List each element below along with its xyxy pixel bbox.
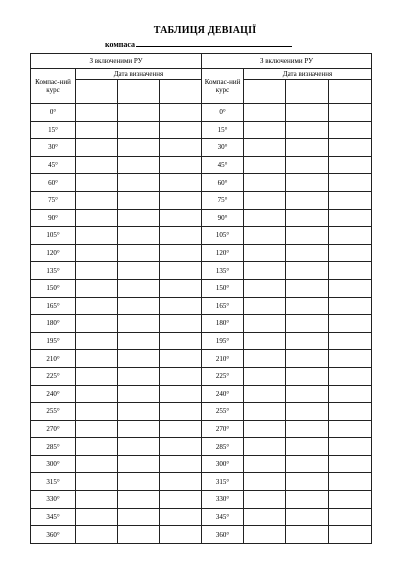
table-row <box>31 473 372 491</box>
deviation-cell[interactable] <box>329 491 372 509</box>
deviation-cell[interactable] <box>286 121 329 139</box>
left-date-cell-2[interactable] <box>118 80 160 104</box>
deviation-cell[interactable] <box>286 403 329 421</box>
table-row <box>31 297 372 315</box>
table-row <box>31 279 372 297</box>
deviation-cell[interactable] <box>286 174 329 192</box>
deviation-cell[interactable] <box>244 227 286 245</box>
deviation-cell[interactable] <box>244 139 286 157</box>
deviation-cell[interactable] <box>329 508 372 526</box>
table-row <box>31 455 372 473</box>
deviation-cell[interactable] <box>160 121 202 139</box>
deviation-cell[interactable] <box>244 191 286 209</box>
deviation-cell[interactable] <box>329 279 372 297</box>
deviation-cell[interactable] <box>118 156 160 174</box>
deviation-cell[interactable] <box>76 367 118 385</box>
deviation-cell[interactable] <box>118 121 160 139</box>
deviation-cell[interactable] <box>118 455 160 473</box>
deviation-cell[interactable] <box>286 104 329 122</box>
right-course-cell: 180° <box>202 315 244 333</box>
table-row <box>31 139 372 157</box>
deviation-cell[interactable] <box>160 139 202 157</box>
right-group-header: З включеними РУ <box>202 54 372 69</box>
deviation-cell[interactable] <box>118 403 160 421</box>
deviation-cell[interactable] <box>244 455 286 473</box>
deviation-cell[interactable] <box>118 174 160 192</box>
deviation-cell[interactable] <box>244 262 286 280</box>
deviation-cell[interactable] <box>160 209 202 227</box>
deviation-cell[interactable] <box>160 156 202 174</box>
deviation-cell[interactable] <box>244 244 286 262</box>
right-course-cell: 240° <box>202 385 244 403</box>
table-row <box>31 385 372 403</box>
deviation-cell[interactable] <box>76 139 118 157</box>
right-course-cell: 45° <box>202 156 244 174</box>
left-course-cell: 195° <box>31 332 76 350</box>
deviation-cell[interactable] <box>286 315 329 333</box>
deviation-cell[interactable] <box>160 350 202 368</box>
deviation-cell[interactable] <box>286 244 329 262</box>
table-row <box>31 526 372 544</box>
table-row <box>31 403 372 421</box>
deviation-cell[interactable] <box>244 385 286 403</box>
table-row <box>31 121 372 139</box>
deviation-cell[interactable] <box>244 315 286 333</box>
deviation-cell[interactable] <box>76 244 118 262</box>
deviation-cell[interactable] <box>160 473 202 491</box>
deviation-cell[interactable] <box>76 403 118 421</box>
deviation-cell[interactable] <box>329 262 372 280</box>
left-course-cell: 135° <box>31 262 76 280</box>
right-course-cell: 0° <box>202 104 244 122</box>
deviation-cell[interactable] <box>76 526 118 544</box>
deviation-cell[interactable] <box>286 508 329 526</box>
deviation-cell[interactable] <box>76 508 118 526</box>
deviation-cell[interactable] <box>244 121 286 139</box>
compass-label-text: компаса <box>105 40 136 49</box>
deviation-cell[interactable] <box>160 104 202 122</box>
left-course-cell: 300° <box>31 455 76 473</box>
deviation-cell[interactable] <box>76 350 118 368</box>
deviation-cell[interactable] <box>160 367 202 385</box>
deviation-cell[interactable] <box>244 491 286 509</box>
deviation-cell[interactable] <box>76 104 118 122</box>
deviation-cell[interactable] <box>329 139 372 157</box>
table-row <box>31 367 372 385</box>
deviation-cell[interactable] <box>329 315 372 333</box>
right-course-cell: 90° <box>202 209 244 227</box>
compass-name-blank[interactable] <box>136 39 292 47</box>
table-row <box>31 174 372 192</box>
right-course-cell: 285° <box>202 438 244 456</box>
deviation-cell[interactable] <box>160 438 202 456</box>
deviation-cell[interactable] <box>329 297 372 315</box>
right-course-cell: 330° <box>202 491 244 509</box>
left-course-cell: 270° <box>31 420 76 438</box>
deviation-cell[interactable] <box>76 191 118 209</box>
right-date-cell-3[interactable] <box>329 80 372 104</box>
right-course-cell: 360° <box>202 526 244 544</box>
deviation-cell[interactable] <box>160 508 202 526</box>
right-course-cell: 255° <box>202 403 244 421</box>
deviation-cell[interactable] <box>329 526 372 544</box>
deviation-cell[interactable] <box>286 262 329 280</box>
deviation-cell[interactable] <box>76 262 118 280</box>
right-course-cell: 165° <box>202 297 244 315</box>
right-course-cell: 300° <box>202 455 244 473</box>
table-row <box>31 262 372 280</box>
left-course-cell: 225° <box>31 367 76 385</box>
deviation-cell[interactable] <box>118 227 160 245</box>
deviation-cell[interactable] <box>329 420 372 438</box>
deviation-cell[interactable] <box>118 279 160 297</box>
deviation-cell[interactable] <box>118 438 160 456</box>
deviation-cell[interactable] <box>244 279 286 297</box>
deviation-cell[interactable] <box>244 350 286 368</box>
right-course-cell: 120° <box>202 244 244 262</box>
right-course-cell: 210° <box>202 350 244 368</box>
deviation-cell[interactable] <box>286 209 329 227</box>
right-date-cell-2[interactable] <box>286 80 329 104</box>
deviation-cell[interactable] <box>244 104 286 122</box>
left-course-cell: 345° <box>31 508 76 526</box>
deviation-cell[interactable] <box>76 420 118 438</box>
deviation-cell[interactable] <box>118 350 160 368</box>
deviation-cell[interactable] <box>76 297 118 315</box>
right-course-cell: 15° <box>202 121 244 139</box>
deviation-cell[interactable] <box>76 209 118 227</box>
table-row <box>31 332 372 350</box>
deviation-cell[interactable] <box>286 473 329 491</box>
deviation-cell[interactable] <box>329 244 372 262</box>
deviation-cell[interactable] <box>329 121 372 139</box>
table-row <box>31 350 372 368</box>
table-row <box>31 227 372 245</box>
deviation-cell[interactable] <box>118 315 160 333</box>
deviation-cell[interactable] <box>329 191 372 209</box>
deviation-cell[interactable] <box>286 191 329 209</box>
deviation-cell[interactable] <box>329 332 372 350</box>
left-course-cell: 120° <box>31 244 76 262</box>
deviation-cell[interactable] <box>76 385 118 403</box>
deviation-cell[interactable] <box>118 367 160 385</box>
deviation-cell[interactable] <box>76 279 118 297</box>
deviation-cell[interactable] <box>118 262 160 280</box>
deviation-cell[interactable] <box>286 420 329 438</box>
deviation-cell[interactable] <box>244 403 286 421</box>
left-date-cell-3[interactable] <box>160 80 202 104</box>
deviation-cell[interactable] <box>329 227 372 245</box>
deviation-cell[interactable] <box>329 438 372 456</box>
deviation-cell[interactable] <box>329 209 372 227</box>
left-course-cell: 255° <box>31 403 76 421</box>
left-course-cell: 90° <box>31 209 76 227</box>
deviation-cell[interactable] <box>118 297 160 315</box>
right-course-cell: 225° <box>202 367 244 385</box>
deviation-cell[interactable] <box>329 350 372 368</box>
deviation-cell[interactable] <box>160 174 202 192</box>
deviation-cell[interactable] <box>118 139 160 157</box>
deviation-table <box>30 53 372 544</box>
left-group-header: З включеними РУ <box>31 54 202 69</box>
deviation-cell[interactable] <box>244 332 286 350</box>
deviation-cell[interactable] <box>244 174 286 192</box>
deviation-cell[interactable] <box>160 315 202 333</box>
deviation-cell[interactable] <box>160 385 202 403</box>
deviation-cell[interactable] <box>329 455 372 473</box>
right-course-cell: 135° <box>202 262 244 280</box>
deviation-cell[interactable] <box>160 403 202 421</box>
table-row <box>31 491 372 509</box>
left-course-cell: 240° <box>31 385 76 403</box>
deviation-cell[interactable] <box>286 350 329 368</box>
right-course-cell: 30° <box>202 139 244 157</box>
deviation-cell[interactable] <box>160 526 202 544</box>
deviation-cell[interactable] <box>160 244 202 262</box>
deviation-cell[interactable] <box>76 455 118 473</box>
left-course-cell: 285° <box>31 438 76 456</box>
deviation-cell[interactable] <box>286 156 329 174</box>
deviation-cell[interactable] <box>286 279 329 297</box>
deviation-cell[interactable] <box>286 385 329 403</box>
deviation-cell[interactable] <box>118 104 160 122</box>
left-course-cell: 315° <box>31 473 76 491</box>
left-date-cell-1[interactable] <box>76 80 118 104</box>
left-course-cell: 0° <box>31 104 76 122</box>
deviation-cell[interactable] <box>244 526 286 544</box>
right-course-cell: 345° <box>202 508 244 526</box>
deviation-cell[interactable] <box>118 420 160 438</box>
left-course-cell: 165° <box>31 297 76 315</box>
deviation-cell[interactable] <box>76 227 118 245</box>
deviation-cell[interactable] <box>329 403 372 421</box>
deviation-cell[interactable] <box>329 156 372 174</box>
table-row <box>31 244 372 262</box>
deviation-cell[interactable] <box>329 104 372 122</box>
left-course-cell: 30° <box>31 139 76 157</box>
deviation-cell[interactable] <box>329 473 372 491</box>
deviation-cell[interactable] <box>286 332 329 350</box>
deviation-cell[interactable] <box>329 367 372 385</box>
page-title: ТАБЛИЦЯ ДЕВІАЦІЇ <box>153 25 257 36</box>
deviation-cell[interactable] <box>286 227 329 245</box>
table-row <box>31 315 372 333</box>
deviation-cell[interactable] <box>118 491 160 509</box>
deviation-cell[interactable] <box>160 491 202 509</box>
right-date-cell-1[interactable] <box>244 80 286 104</box>
table-row <box>31 156 372 174</box>
deviation-cell[interactable] <box>286 367 329 385</box>
deviation-cell[interactable] <box>244 367 286 385</box>
left-date-header: Дата визначення <box>76 69 202 80</box>
deviation-cell[interactable] <box>160 262 202 280</box>
table-row <box>31 104 372 122</box>
table-row <box>31 420 372 438</box>
deviation-cell[interactable] <box>286 297 329 315</box>
deviation-cell[interactable] <box>286 491 329 509</box>
left-course-cell: 105° <box>31 227 76 245</box>
deviation-cell[interactable] <box>118 385 160 403</box>
deviation-cell[interactable] <box>76 174 118 192</box>
right-course-cell: 75° <box>202 191 244 209</box>
right-course-cell: 105° <box>202 227 244 245</box>
right-course-cell: 150° <box>202 279 244 297</box>
left-course-header: Компас-ний курс <box>31 69 76 104</box>
deviation-cell[interactable] <box>76 473 118 491</box>
deviation-cell[interactable] <box>76 332 118 350</box>
right-date-header: Дата визначення <box>244 69 372 80</box>
deviation-cell[interactable] <box>118 526 160 544</box>
left-course-cell: 60° <box>31 174 76 192</box>
left-course-cell: 330° <box>31 491 76 509</box>
table-row <box>31 438 372 456</box>
deviation-cell[interactable] <box>244 156 286 174</box>
compass-label <box>105 39 292 49</box>
deviation-cell[interactable] <box>286 455 329 473</box>
deviation-cell[interactable] <box>244 508 286 526</box>
right-course-cell: 270° <box>202 420 244 438</box>
deviation-cell[interactable] <box>286 139 329 157</box>
deviation-cell[interactable] <box>286 526 329 544</box>
deviation-cell[interactable] <box>76 315 118 333</box>
deviation-cell[interactable] <box>244 297 286 315</box>
right-course-cell: 315° <box>202 473 244 491</box>
deviation-cell[interactable] <box>76 491 118 509</box>
deviation-cell[interactable] <box>160 332 202 350</box>
deviation-cell[interactable] <box>286 438 329 456</box>
table-row <box>31 191 372 209</box>
right-course-cell: 195° <box>202 332 244 350</box>
deviation-cell[interactable] <box>160 455 202 473</box>
deviation-cell[interactable] <box>244 209 286 227</box>
right-course-header: Компас-ний курс <box>202 69 244 104</box>
deviation-cell[interactable] <box>76 121 118 139</box>
deviation-cell[interactable] <box>329 385 372 403</box>
table-row <box>31 209 372 227</box>
left-course-cell: 210° <box>31 350 76 368</box>
deviation-cell[interactable] <box>244 420 286 438</box>
deviation-cell[interactable] <box>118 191 160 209</box>
deviation-cell[interactable] <box>160 420 202 438</box>
left-course-cell: 15° <box>31 121 76 139</box>
left-course-cell: 180° <box>31 315 76 333</box>
deviation-cell[interactable] <box>118 244 160 262</box>
deviation-cell[interactable] <box>160 227 202 245</box>
deviation-cell[interactable] <box>160 191 202 209</box>
deviation-cell[interactable] <box>160 279 202 297</box>
deviation-cell[interactable] <box>244 438 286 456</box>
deviation-cell[interactable] <box>76 438 118 456</box>
deviation-cell[interactable] <box>76 156 118 174</box>
deviation-cell[interactable] <box>329 174 372 192</box>
left-course-cell: 360° <box>31 526 76 544</box>
deviation-cell[interactable] <box>160 297 202 315</box>
deviation-cell[interactable] <box>244 473 286 491</box>
table-row <box>31 508 372 526</box>
deviation-cell[interactable] <box>118 508 160 526</box>
left-course-cell: 75° <box>31 191 76 209</box>
deviation-cell[interactable] <box>118 473 160 491</box>
left-course-cell: 150° <box>31 279 76 297</box>
deviation-cell[interactable] <box>118 209 160 227</box>
deviation-cell[interactable] <box>118 332 160 350</box>
right-course-cell: 60° <box>202 174 244 192</box>
left-course-cell: 45° <box>31 156 76 174</box>
